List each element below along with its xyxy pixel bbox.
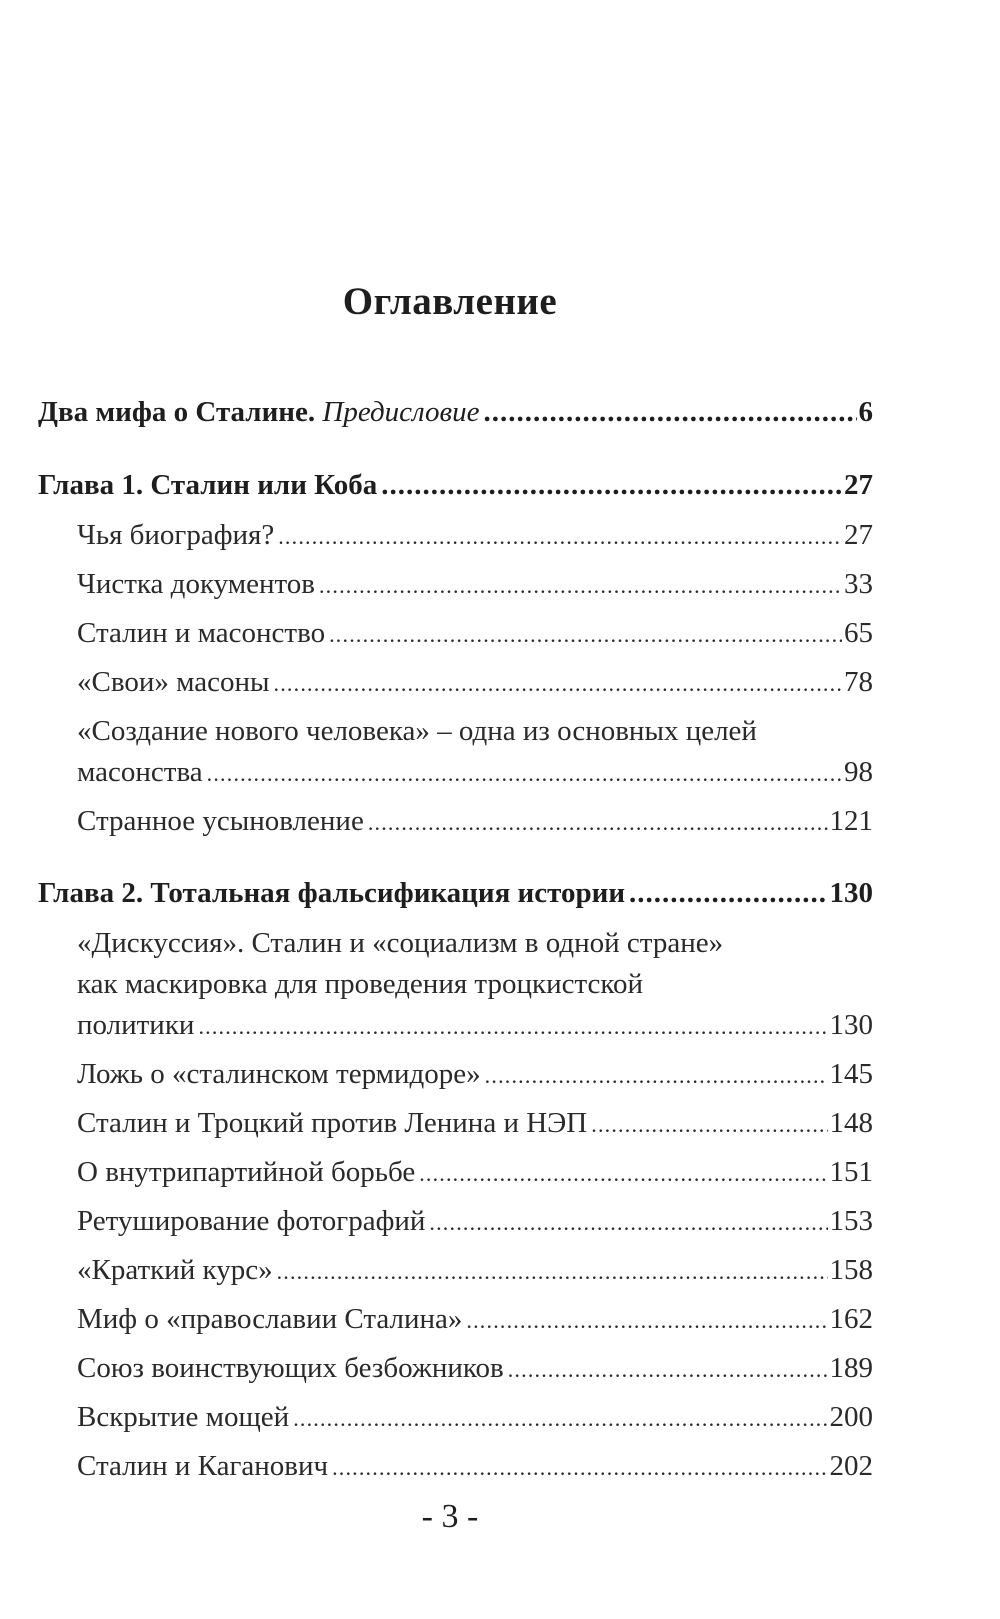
toc-page-number: 145 — [829, 1058, 873, 1090]
toc-entry-label: Вскрытие мощей — [77, 1401, 290, 1433]
toc-entry-label: Глава 1. Сталин или Коба — [38, 469, 378, 501]
toc-page-number: 121 — [829, 805, 873, 837]
toc-entry-label: Два мифа о Сталине. Предисловие — [38, 396, 480, 428]
toc-entry-ch2-item-1[interactable] — [77, 1011, 873, 1040]
toc-entry-ch2-item-8[interactable] — [77, 1354, 873, 1383]
toc-entry-label: Чистка документов — [77, 568, 315, 600]
dot-leader — [207, 763, 842, 785]
toc-entry-label: масонства — [77, 756, 203, 788]
dot-leader — [419, 1163, 827, 1185]
dot-leader — [278, 526, 842, 548]
dot-leader — [591, 1114, 827, 1136]
toc-page-number: 130 — [829, 1009, 873, 1041]
toc-entry-label: Странное усыновление — [77, 805, 364, 837]
toc-entry-ch1-item-3[interactable] — [77, 619, 873, 648]
toc-entry-label: «Краткий курс» — [77, 1254, 273, 1286]
dot-leader — [508, 1359, 828, 1381]
toc-entry-ch2-item-5[interactable] — [77, 1207, 873, 1236]
toc-page-number: 200 — [829, 1401, 873, 1433]
dot-leader — [274, 673, 842, 695]
toc-entry-chapter-1[interactable] — [38, 471, 873, 500]
toc-entry-ch2-item-10[interactable] — [77, 1452, 873, 1481]
toc-entry-ch2-item-9[interactable] — [77, 1403, 873, 1432]
toc-page-number: 27 — [844, 469, 873, 501]
toc-entry-ch2-item-1-line-1[interactable]: «Дискуссия». Сталин и «социализм в одной стране» — [77, 927, 724, 959]
toc-entry-label: политики — [77, 1009, 195, 1041]
toc-entry-ch1-item-2[interactable] — [77, 570, 873, 599]
toc-entry-ch1-item-5-line-1[interactable]: «Создание нового человека» – одна из основных целей — [77, 715, 757, 747]
toc-page-number: 27 — [844, 519, 873, 551]
toc-page-number: 65 — [844, 617, 873, 649]
dot-leader — [277, 1261, 828, 1283]
toc-entry-label: Сталин и Каганович — [77, 1450, 329, 1482]
toc-entry-label: Чья биография? — [77, 519, 275, 551]
toc-entry-ch1-item-6[interactable] — [77, 807, 873, 836]
footer-page-number: - 3 - — [421, 1498, 479, 1535]
dot-leader — [629, 879, 827, 908]
dot-leader — [381, 471, 842, 500]
toc-entry-ch2-item-3[interactable] — [77, 1109, 873, 1138]
toc-entry-preface[interactable] — [38, 398, 873, 427]
toc-entry-ch1-item-1[interactable] — [77, 521, 873, 550]
toc-entry-label: «Свои» масоны — [77, 666, 270, 698]
toc-entry-label: Глава 2. Тотальная фальсификация истории — [38, 877, 626, 909]
toc-page-number: 158 — [829, 1254, 873, 1286]
toc-entry-label-italic: Предисловие — [322, 396, 480, 428]
toc-entry-label: Сталин и Троцкий против Ленина и НЭП — [77, 1107, 588, 1139]
toc-entry-label: Ретуширование фотографий — [77, 1205, 426, 1237]
toc-entry-label: Миф о «православии Сталина» — [77, 1303, 463, 1335]
toc-page-number: 148 — [829, 1107, 873, 1139]
toc-entry-ch2-item-7[interactable] — [77, 1305, 873, 1334]
toc-entry-ch2-item-2[interactable] — [77, 1060, 873, 1089]
toc-page-number: 189 — [829, 1352, 873, 1384]
toc-page-number: 153 — [829, 1205, 873, 1237]
toc-entry-ch1-item-4[interactable] — [77, 668, 873, 697]
toc-entry-label: О внутрипартийной борьбе — [77, 1156, 416, 1188]
dot-leader — [329, 624, 842, 646]
toc-page-number: 202 — [829, 1450, 873, 1482]
toc-page-number: 78 — [844, 666, 873, 698]
toc-entry-ch2-item-1-line-2[interactable]: как маскировка для проведения троцкистской — [77, 968, 643, 1000]
toc-entry-ch2-item-6[interactable] — [77, 1256, 873, 1285]
dot-leader — [485, 1065, 828, 1087]
toc-entry-label: Сталин и масонство — [77, 617, 326, 649]
toc-page-number: 151 — [829, 1156, 873, 1188]
toc-entry-label: Ложь о «сталинском термидоре» — [77, 1058, 481, 1090]
page-title: Оглавление — [342, 280, 558, 323]
toc-entry-ch2-item-4[interactable] — [77, 1158, 873, 1187]
toc-page-number: 6 — [858, 396, 873, 428]
dot-leader — [483, 398, 856, 427]
toc-page-number: 33 — [844, 568, 873, 600]
dot-leader — [332, 1457, 827, 1479]
toc-page-number: 130 — [829, 877, 873, 909]
toc-page-number: 98 — [844, 756, 873, 788]
toc-entry-chapter-2[interactable] — [38, 879, 873, 908]
toc-entry-label: Союз воинствующих безбожников — [77, 1352, 504, 1384]
toc-page-number: 162 — [829, 1303, 873, 1335]
toc-entry-ch1-item-5[interactable] — [77, 758, 873, 787]
dot-leader — [198, 1016, 827, 1038]
dot-leader — [429, 1212, 827, 1234]
dot-leader — [319, 575, 842, 597]
dot-leader — [293, 1408, 827, 1430]
dot-leader — [466, 1310, 827, 1332]
dot-leader — [368, 812, 828, 834]
